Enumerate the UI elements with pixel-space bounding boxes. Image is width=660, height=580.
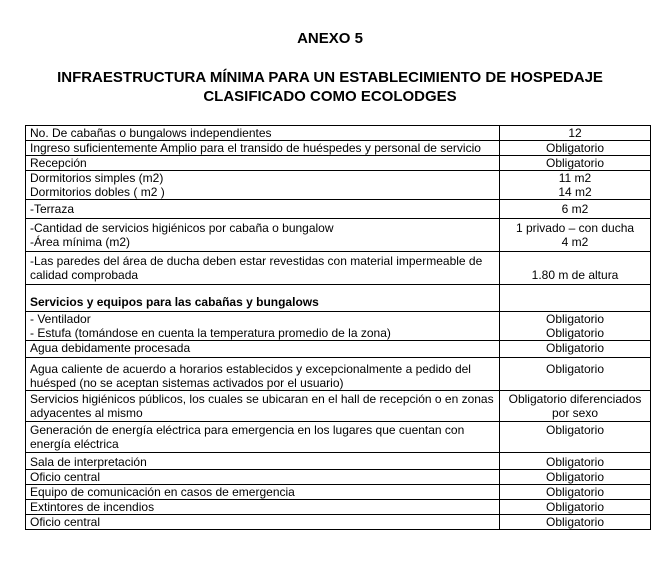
row-value: Obligatorio (500, 500, 651, 515)
row-label: Generación de energía eléctrica para emergencia en los lugares que cuentan con energía eléctrica (26, 422, 500, 453)
row-label: Agua debidamente procesada (26, 341, 500, 358)
table-row (26, 341, 651, 358)
row-label: No. De cabañas o bungalows independientes (26, 126, 500, 141)
row-value: Obligatorio (500, 422, 651, 453)
row-value: Obligatorio (500, 358, 651, 391)
annex-heading: ANEXO 5 (297, 30, 363, 47)
row-label: Sala de interpretación (26, 453, 500, 470)
row-value: 1.80 m de altura (500, 252, 651, 285)
table-row (26, 126, 651, 141)
table-row (26, 470, 651, 485)
table-row (26, 200, 651, 219)
row-value: Obligatorio (500, 453, 651, 470)
row-value: 1 privado – con ducha 4 m2 (500, 219, 651, 252)
row-label: Equipo de comunicación en casos de emergencia (26, 485, 500, 500)
row-value: Obligatorio (500, 341, 651, 358)
row-value: 6 m2 (500, 200, 651, 219)
title-line-1: INFRAESTRUCTURA MÍNIMA PARA UN ESTABLECIMIENTO DE HOSPEDAJE (57, 69, 603, 86)
row-label: - Ventilador - Estufa (tomándose en cuenta la temperatura promedio de la zona) (26, 312, 500, 341)
row-label: Recepción (26, 156, 500, 171)
row-value: 11 m2 14 m2 (500, 171, 651, 200)
row-value: Obligatorio (500, 141, 651, 156)
row-label: Agua caliente de acuerdo a horarios establecidos y excepcionalmente a pedido del huésped (no se aceptan sistemas activados por el usuario) (26, 358, 500, 391)
table-row (26, 156, 651, 171)
table-row (26, 285, 651, 312)
title-line-2: CLASIFICADO COMO ECOLODGES (203, 88, 457, 105)
row-label: Extintores de incendios (26, 500, 500, 515)
table-row (26, 312, 651, 341)
row-value: Obligatorio (500, 485, 651, 500)
infrastructure-table (25, 125, 651, 530)
table-row (26, 358, 651, 391)
table-row (26, 485, 651, 500)
document-title (0, 68, 660, 106)
table-row (26, 422, 651, 453)
table-row (26, 252, 651, 285)
section-heading: Servicios y equipos para las cabañas y bungalows (26, 285, 500, 312)
table-row (26, 453, 651, 470)
table-row (26, 500, 651, 515)
row-value: Obligatorio (500, 470, 651, 485)
row-label: -Cantidad de servicios higiénicos por cabaña o bungalow -Área mínima (m2) (26, 219, 500, 252)
row-label: -Las paredes del área de ducha deben estar revestidas con material impermeable de calidad comprobada (26, 252, 500, 285)
row-value: Obligatorio Obligatorio (500, 312, 651, 341)
row-value: Obligatorio (500, 515, 651, 530)
row-value (500, 285, 651, 312)
row-label: Oficio central (26, 515, 500, 530)
table-row (26, 515, 651, 530)
table-row (26, 391, 651, 422)
row-label: Oficio central (26, 470, 500, 485)
row-value: Obligatorio (500, 156, 651, 171)
row-label: Servicios higiénicos públicos, los cuales se ubicaran en el hall de recepción o en zonas adyacentes al mismo (26, 391, 500, 422)
row-value: Obligatorio diferenciados por sexo (500, 391, 651, 422)
row-label: -Terraza (26, 200, 500, 219)
table-row (26, 171, 651, 200)
row-label: Ingreso suficientemente Amplio para el transido de huéspedes y personal de servicio (26, 141, 500, 156)
row-label: Dormitorios simples (m2) Dormitorios dobles ( m2 ) (26, 171, 500, 200)
table-row (26, 141, 651, 156)
table-row (26, 219, 651, 252)
row-value: 12 (500, 126, 651, 141)
